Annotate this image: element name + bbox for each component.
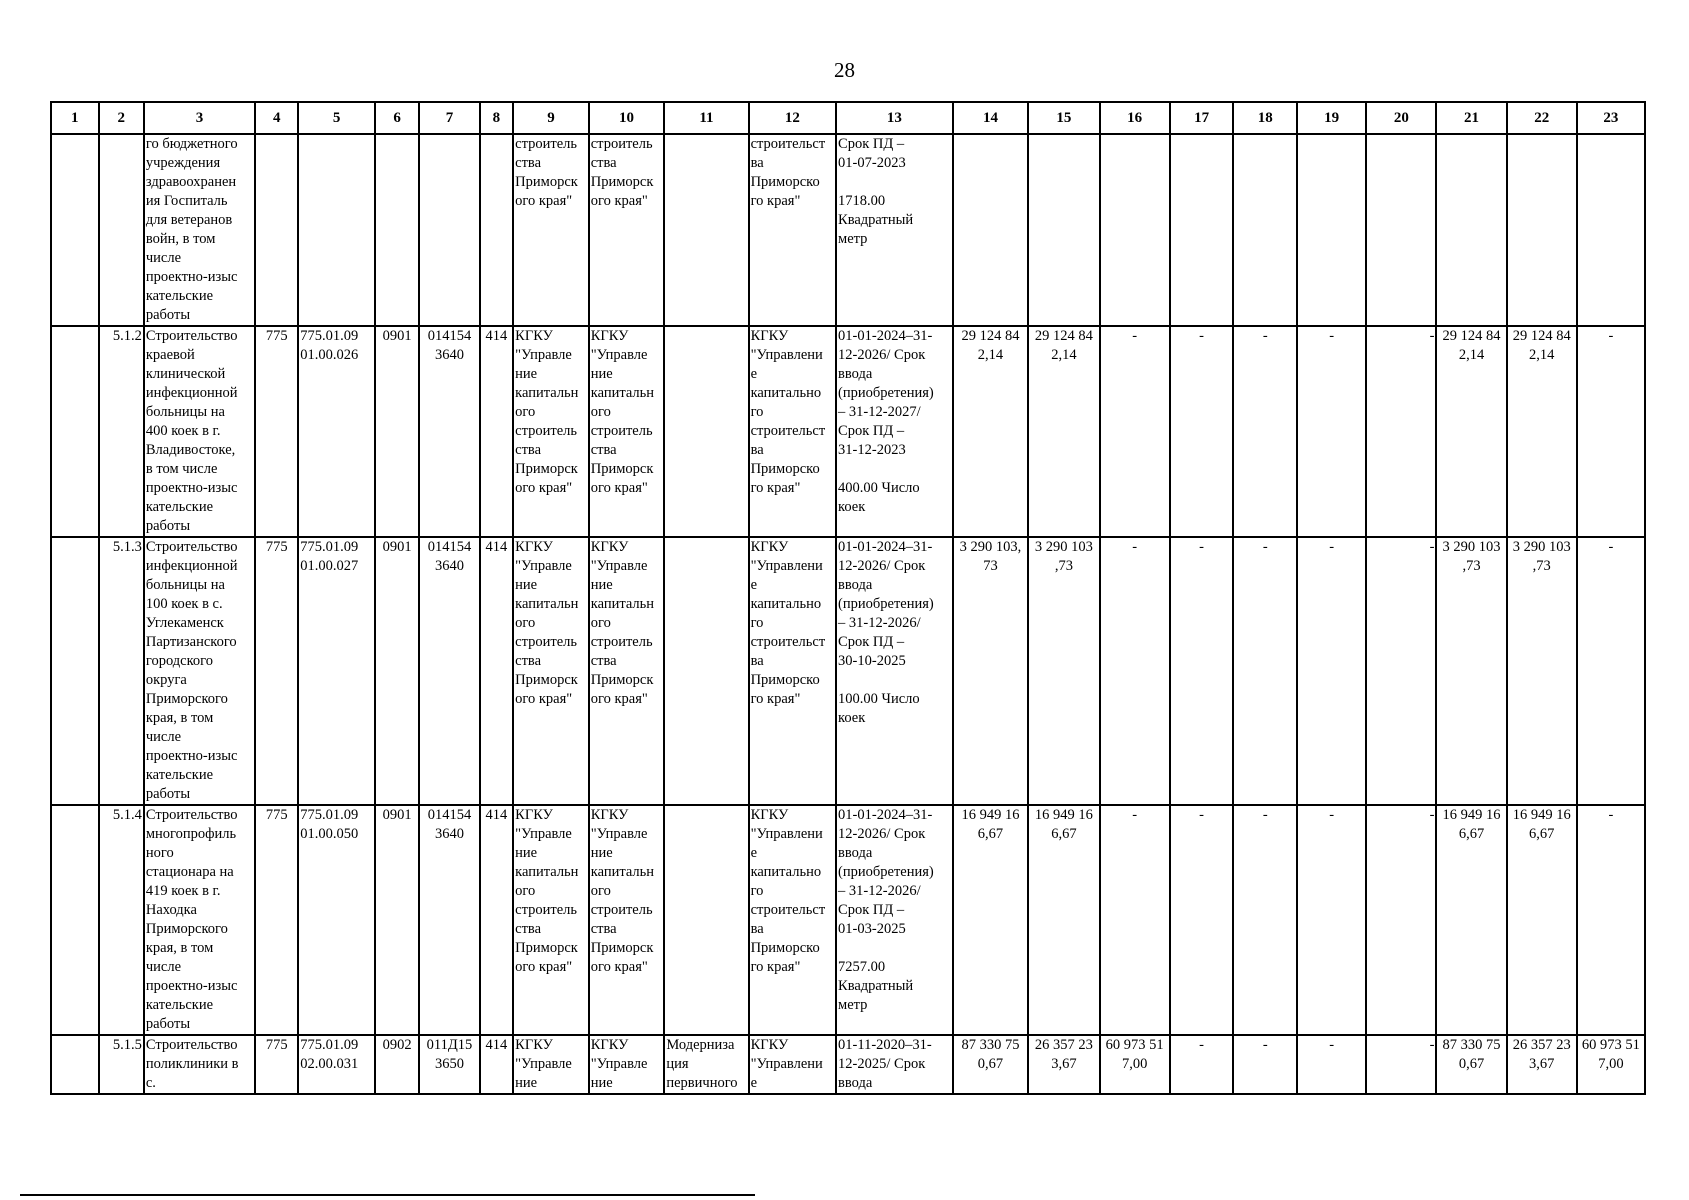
table-cell bbox=[1100, 134, 1170, 326]
table-cell: 414 bbox=[480, 537, 513, 805]
table-cell: 3 290 103 ,73 bbox=[1507, 537, 1577, 805]
table-cell: 60 973 51 7,00 bbox=[1100, 1035, 1170, 1094]
column-header: 18 bbox=[1233, 102, 1297, 134]
table-cell: 775.01.09 01.00.027 bbox=[298, 537, 375, 805]
table-cell bbox=[664, 326, 748, 537]
table-cell bbox=[1577, 134, 1645, 326]
table-cell: 87 330 75 0,67 bbox=[953, 1035, 1029, 1094]
column-header: 20 bbox=[1366, 102, 1436, 134]
table-cell: 3 290 103, 73 bbox=[953, 537, 1029, 805]
column-header: 16 bbox=[1100, 102, 1170, 134]
column-header: 1 bbox=[51, 102, 99, 134]
table-cell: 16 949 16 6,67 bbox=[953, 805, 1029, 1035]
column-header: 2 bbox=[99, 102, 144, 134]
footnote-separator-line bbox=[20, 1194, 755, 1196]
column-header: 13 bbox=[836, 102, 953, 134]
table-cell bbox=[51, 326, 99, 537]
table-cell: 011Д15 3650 bbox=[419, 1035, 479, 1094]
column-header: 17 bbox=[1170, 102, 1234, 134]
table-cell: - bbox=[1297, 537, 1366, 805]
table-cell: строитель ства Приморск ого края" bbox=[513, 134, 589, 326]
table-cell bbox=[298, 134, 375, 326]
table-cell: - bbox=[1366, 1035, 1436, 1094]
table-cell bbox=[255, 134, 298, 326]
column-header: 9 bbox=[513, 102, 589, 134]
table-cell: КГКУ "Управле ние bbox=[513, 1035, 589, 1094]
table-cell bbox=[953, 134, 1029, 326]
table-cell bbox=[1366, 134, 1436, 326]
table-cell: - bbox=[1170, 326, 1234, 537]
table-cell bbox=[1507, 134, 1577, 326]
table-cell: Строительство поликлиники в с. bbox=[144, 1035, 255, 1094]
table-cell: 5.1.2 bbox=[99, 326, 144, 537]
table-cell bbox=[1170, 134, 1234, 326]
page-number: 28 bbox=[834, 58, 855, 82]
table-cell: 26 357 23 3,67 bbox=[1507, 1035, 1577, 1094]
table-cell: 29 124 84 2,14 bbox=[1507, 326, 1577, 537]
table-cell: 26 357 23 3,67 bbox=[1028, 1035, 1099, 1094]
table-cell: - bbox=[1100, 537, 1170, 805]
column-header: 10 bbox=[589, 102, 665, 134]
column-header: 22 bbox=[1507, 102, 1577, 134]
table-cell bbox=[51, 537, 99, 805]
table-cell: 775 bbox=[255, 326, 298, 537]
table-cell: - bbox=[1170, 805, 1234, 1035]
table-cell: 414 bbox=[480, 326, 513, 537]
table-cell: строитель ства Приморск ого края" bbox=[589, 134, 665, 326]
table-cell: КГКУ "Управле ние капитальн ого строитель ства Приморск ого края" bbox=[513, 805, 589, 1035]
table-cell: 775 bbox=[255, 1035, 298, 1094]
table-cell: - bbox=[1297, 326, 1366, 537]
table-cell: - bbox=[1100, 326, 1170, 537]
column-header: 4 bbox=[255, 102, 298, 134]
table-cell: 014154 3640 bbox=[419, 805, 479, 1035]
table-cell: 775.01.09 01.00.026 bbox=[298, 326, 375, 537]
table-cell: 01-01-2024–31- 12-2026/ Срок ввода (приобретения) – 31-12-2027/ Срок ПД – 31-12-2023 400.00 Число коек bbox=[836, 326, 953, 537]
table-cell: Строительство инфекционной больницы на 100 коек в с. Углекаменск Партизанского городского округа Приморского края, в том числе проектно-изыс кательские работы bbox=[144, 537, 255, 805]
table-cell: КГКУ "Управле ние капитальн ого строитель ства Приморск ого края" bbox=[589, 537, 665, 805]
table-cell: - bbox=[1366, 326, 1436, 537]
table-cell: - bbox=[1170, 537, 1234, 805]
header-row bbox=[51, 102, 1645, 134]
table-cell: Строительство краевой клинической инфекционной больницы на 400 коек в г. Владивостоке, в том числе проектно-изыс кательские работы bbox=[144, 326, 255, 537]
table-cell: 16 949 16 6,67 bbox=[1436, 805, 1506, 1035]
table-cell bbox=[1297, 134, 1366, 326]
table-cell: 29 124 84 2,14 bbox=[1436, 326, 1506, 537]
column-header: 7 bbox=[419, 102, 479, 134]
table-cell: КГКУ "Управле ние капитальн ого строитель ства Приморск ого края" bbox=[589, 326, 665, 537]
table-cell: 014154 3640 bbox=[419, 537, 479, 805]
table-cell: Модерниза ция первичного bbox=[664, 1035, 748, 1094]
table-cell: КГКУ "Управлени е капитально го строительст ва Приморско го края" bbox=[749, 537, 836, 805]
column-header: 21 bbox=[1436, 102, 1506, 134]
table-cell: - bbox=[1233, 1035, 1297, 1094]
column-header: 5 bbox=[298, 102, 375, 134]
table-cell: 0901 bbox=[375, 805, 419, 1035]
table-cell: 5.1.4 bbox=[99, 805, 144, 1035]
table-cell: - bbox=[1297, 805, 1366, 1035]
table-cell: - bbox=[1577, 326, 1645, 537]
table-cell: 0901 bbox=[375, 326, 419, 537]
table-row bbox=[51, 537, 1645, 805]
column-header: 3 bbox=[144, 102, 255, 134]
table-cell: КГКУ "Управле ние капитальн ого строитель ства Приморск ого края" bbox=[513, 537, 589, 805]
column-header: 23 bbox=[1577, 102, 1645, 134]
table-cell: - bbox=[1297, 1035, 1366, 1094]
table-cell bbox=[51, 1035, 99, 1094]
table-cell: - bbox=[1233, 805, 1297, 1035]
table-cell: 5.1.3 bbox=[99, 537, 144, 805]
table-cell: 01-01-2024–31- 12-2026/ Срок ввода (приобретения) – 31-12-2026/ Срок ПД – 30-10-2025 100.00 Число коек bbox=[836, 537, 953, 805]
table-cell: КГКУ "Управлени е капитально го строительст ва Приморско го края" bbox=[749, 326, 836, 537]
table-cell: строительст ва Приморско го края" bbox=[749, 134, 836, 326]
table-row bbox=[51, 134, 1645, 326]
table-cell: 3 290 103 ,73 bbox=[1436, 537, 1506, 805]
table-cell bbox=[51, 805, 99, 1035]
table-cell: КГКУ "Управле ние bbox=[589, 1035, 665, 1094]
table-cell bbox=[375, 134, 419, 326]
table-cell: 014154 3640 bbox=[419, 326, 479, 537]
table-cell: 0901 bbox=[375, 537, 419, 805]
table-cell: - bbox=[1577, 537, 1645, 805]
column-header: 15 bbox=[1028, 102, 1099, 134]
table-cell: 414 bbox=[480, 1035, 513, 1094]
table-cell: - bbox=[1577, 805, 1645, 1035]
table-cell: КГКУ "Управлени е капитально го строительст ва Приморско го края" bbox=[749, 805, 836, 1035]
table-cell: КГКУ "Управлени е bbox=[749, 1035, 836, 1094]
table-cell bbox=[480, 134, 513, 326]
table-row bbox=[51, 1035, 1645, 1094]
table-cell: 01-01-2024–31- 12-2026/ Срок ввода (приобретения) – 31-12-2026/ Срок ПД – 01-03-2025 7257.00 Квадратный метр bbox=[836, 805, 953, 1035]
column-header: 14 bbox=[953, 102, 1029, 134]
table-cell bbox=[664, 537, 748, 805]
table-cell: 29 124 84 2,14 bbox=[953, 326, 1029, 537]
table-cell bbox=[99, 134, 144, 326]
table-cell: 775 bbox=[255, 805, 298, 1035]
table-cell: - bbox=[1366, 537, 1436, 805]
table-cell: - bbox=[1170, 1035, 1234, 1094]
table-cell: КГКУ "Управле ние капитальн ого строитель ства Приморск ого края" bbox=[513, 326, 589, 537]
table-cell: 87 330 75 0,67 bbox=[1436, 1035, 1506, 1094]
table-cell: 0902 bbox=[375, 1035, 419, 1094]
table-cell: 16 949 16 6,67 bbox=[1507, 805, 1577, 1035]
table-row bbox=[51, 805, 1645, 1035]
table-cell: - bbox=[1366, 805, 1436, 1035]
table-cell: - bbox=[1233, 537, 1297, 805]
column-header: 11 bbox=[664, 102, 748, 134]
column-header: 6 bbox=[375, 102, 419, 134]
column-header: 19 bbox=[1297, 102, 1366, 134]
table-cell: - bbox=[1100, 805, 1170, 1035]
table-cell: го бюджетного учреждения здравоохранен ия Госпиталь для ветеранов войн, в том числе проектно-изыс кательские работы bbox=[144, 134, 255, 326]
table-cell: 5.1.5 bbox=[99, 1035, 144, 1094]
table-cell bbox=[51, 134, 99, 326]
table-cell: 414 bbox=[480, 805, 513, 1035]
column-header: 8 bbox=[480, 102, 513, 134]
table-row bbox=[51, 326, 1645, 537]
table-cell bbox=[1028, 134, 1099, 326]
table-cell: 775.01.09 02.00.031 bbox=[298, 1035, 375, 1094]
table-cell: 16 949 16 6,67 bbox=[1028, 805, 1099, 1035]
table-cell: Срок ПД – 01-07-2023 1718.00 Квадратный метр bbox=[836, 134, 953, 326]
table-cell: 775.01.09 01.00.050 bbox=[298, 805, 375, 1035]
table-cell bbox=[1233, 134, 1297, 326]
table-cell: 3 290 103 ,73 bbox=[1028, 537, 1099, 805]
column-header: 12 bbox=[749, 102, 836, 134]
budget-table bbox=[50, 101, 1646, 1095]
table-cell: 775 bbox=[255, 537, 298, 805]
table-cell bbox=[664, 134, 748, 326]
table-cell: КГКУ "Управле ние капитальн ого строитель ства Приморск ого края" bbox=[589, 805, 665, 1035]
table-cell: 29 124 84 2,14 bbox=[1028, 326, 1099, 537]
table-cell: 01-11-2020–31- 12-2025/ Срок ввода bbox=[836, 1035, 953, 1094]
table-cell bbox=[1436, 134, 1506, 326]
table-cell: - bbox=[1233, 326, 1297, 537]
table-cell: Строительство многопрофиль ного стационара на 419 коек в г. Находка Приморского края, в том числе проектно-изыс кательские работы bbox=[144, 805, 255, 1035]
table-cell bbox=[419, 134, 479, 326]
table-cell: 60 973 51 7,00 bbox=[1577, 1035, 1645, 1094]
table-cell bbox=[664, 805, 748, 1035]
